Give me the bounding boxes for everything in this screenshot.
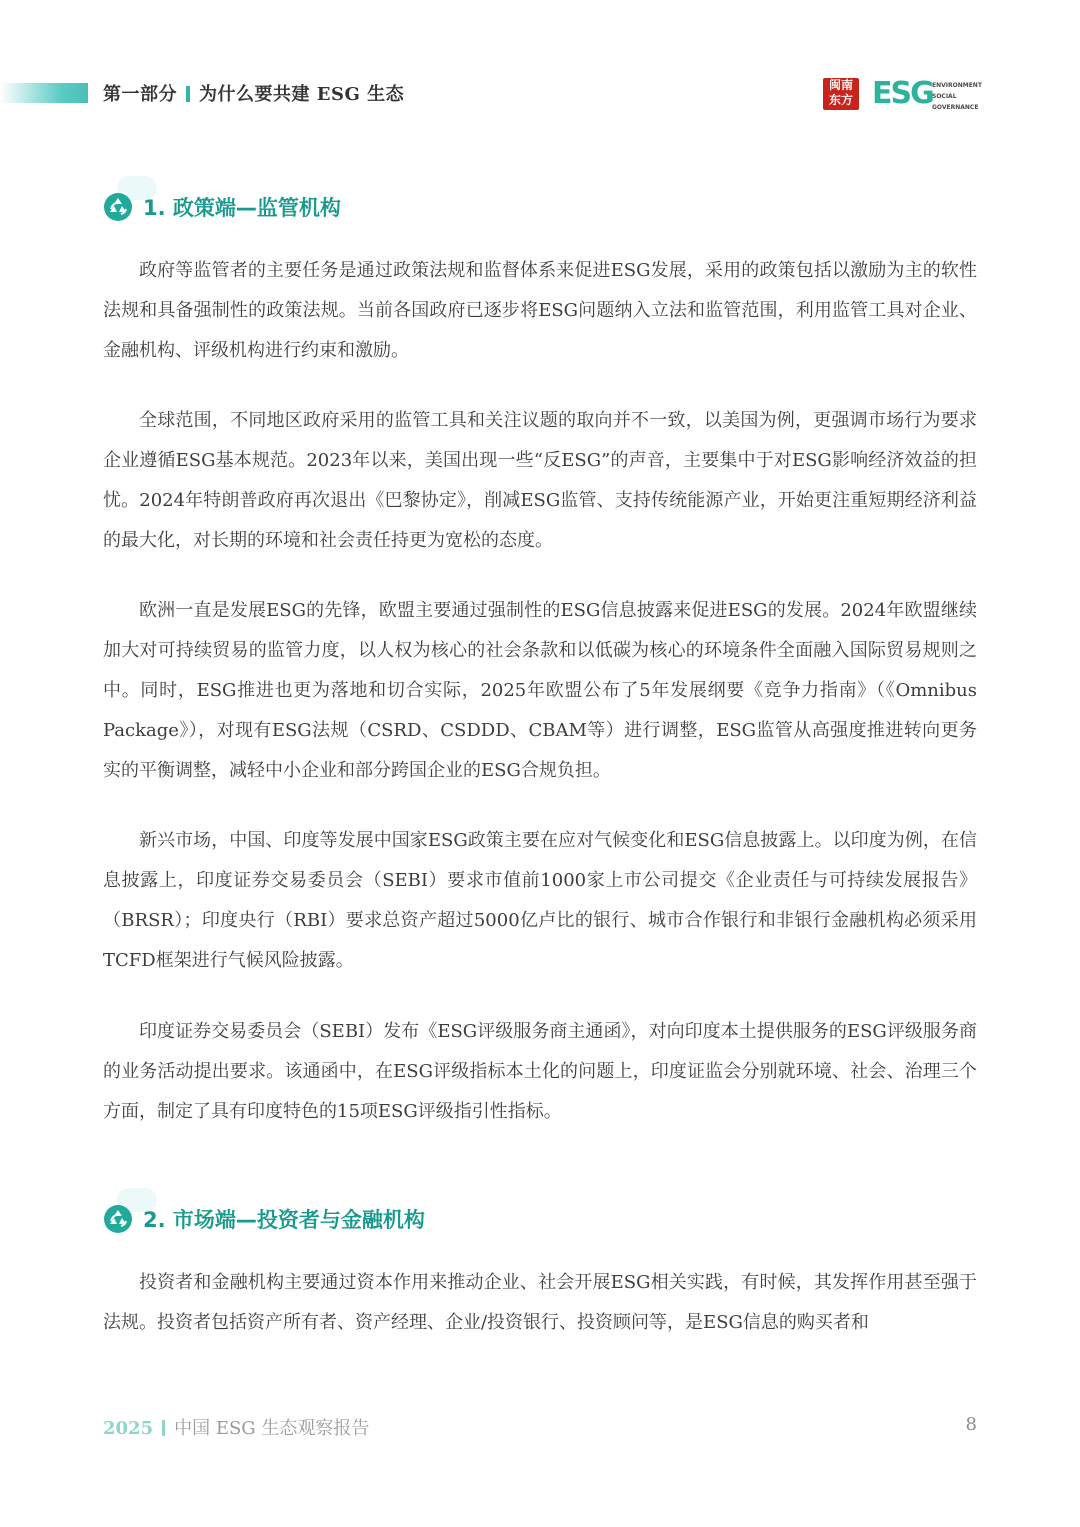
- header-accent-bar: [0, 83, 88, 103]
- esg-logo-words: ENVIRONMENT SOCIAL GOVERNANCE: [932, 82, 982, 111]
- footer-report-title: 中国 ESG 生态观察报告: [174, 1418, 370, 1439]
- paragraph: 政府等监管者的主要任务是通过政策法规和监督体系来促进ESG发展，采用的政策包括以激励为主的软性法规和具备强制性的政策法规。当前各国政府已逐步将ESG问题纳入立法和监管范围，利用监管工具对企业、金融机构、评级机构进行约束和激励。: [103, 260, 977, 361]
- running-header: [103, 80, 404, 106]
- page-number: 8: [965, 1414, 977, 1435]
- paragraph: 投资者和金融机构主要通过资本作用来推动企业、社会开展ESG相关实践，有时候，其发挥作用甚至强于法规。投资者包括资产所有者、资产经理、企业/投资银行、投资顾问等，是ESG信息的购买者和: [103, 1272, 977, 1333]
- page-footer: [103, 1414, 977, 1442]
- seal-logo: 闽南 东方: [823, 78, 859, 110]
- section-title: 2. 市场端—投资者与金融机构: [143, 1208, 425, 1232]
- footer-separator: [162, 1420, 165, 1436]
- paragraph: 欧洲一直是发展ESG的先锋，欧盟主要通过强制性的ESG信息披露来促进ESG的发展。2024年欧盟继续加大对可持续贸易的监管力度，以人权为核心的社会条款和以低碳为核心的环境条件全面融入国际贸易规则之中。同时，ESG推进也更为落地和切合实际，2025年欧盟公布了5年发展纲要《竞争力指南》（《Omnibus Package》），对现有ESG法规（CSRD、CSDDD、CBAM等）进行调整，ESG监管从高强度推进转向更务实的平衡调整，减轻中小企业和部分跨国企业的ESG合规负担。: [103, 600, 977, 781]
- recycle-icon: [103, 192, 133, 222]
- header-separator: [186, 86, 190, 102]
- header-title: 为什么要共建 ESG 生态: [199, 84, 405, 105]
- paragraph: 印度证券交易委员会（SEBI）发布《ESG评级服务商主通函》，对向印度本土提供服务的ESG评级服务商的业务活动提出要求。该通函中，在ESG评级指标本土化的问题上，印度证监会分别就环境、社会、治理三个方面，制定了具有印度特色的15项ESG评级指引性指标。: [103, 1021, 977, 1122]
- header-part-label: 第一部分: [103, 84, 177, 105]
- recycle-icon: [103, 1204, 133, 1234]
- paragraph: 新兴市场，中国、印度等发展中国家ESG政策主要在应对气候变化和ESG信息披露上。以印度为例，在信息披露上，印度证券交易委员会（SEBI）要求市值前1000家上市公司提交《企业责任与可持续发展报告》（BRSR）；印度央行（RBI）要求总资产超过5000亿卢比的银行、城市合作银行和非银行金融机构必须采用TCFD框架进行气候风险披露。: [103, 830, 977, 971]
- paragraph: 全球范围，不同地区政府采用的监管工具和关注议题的取向并不一致，以美国为例，更强调市场行为要求企业遵循ESG基本规范。2023年以来，美国出现一些“反ESG”的声音，主要集中于对ESG影响经济效益的担忧。2024年特朗普政府再次退出《巴黎协定》，削减ESG监管、支持传统能源产业，开始更注重短期经济利益的最大化，对长期的环境和社会责任持更为宽松的态度。: [103, 410, 977, 551]
- esg-logo-letters: ESG: [872, 76, 933, 111]
- esg-logo: [872, 77, 982, 113]
- footer-year: 2025: [103, 1418, 154, 1439]
- section-title: 1. 政策端—监管机构: [143, 196, 341, 220]
